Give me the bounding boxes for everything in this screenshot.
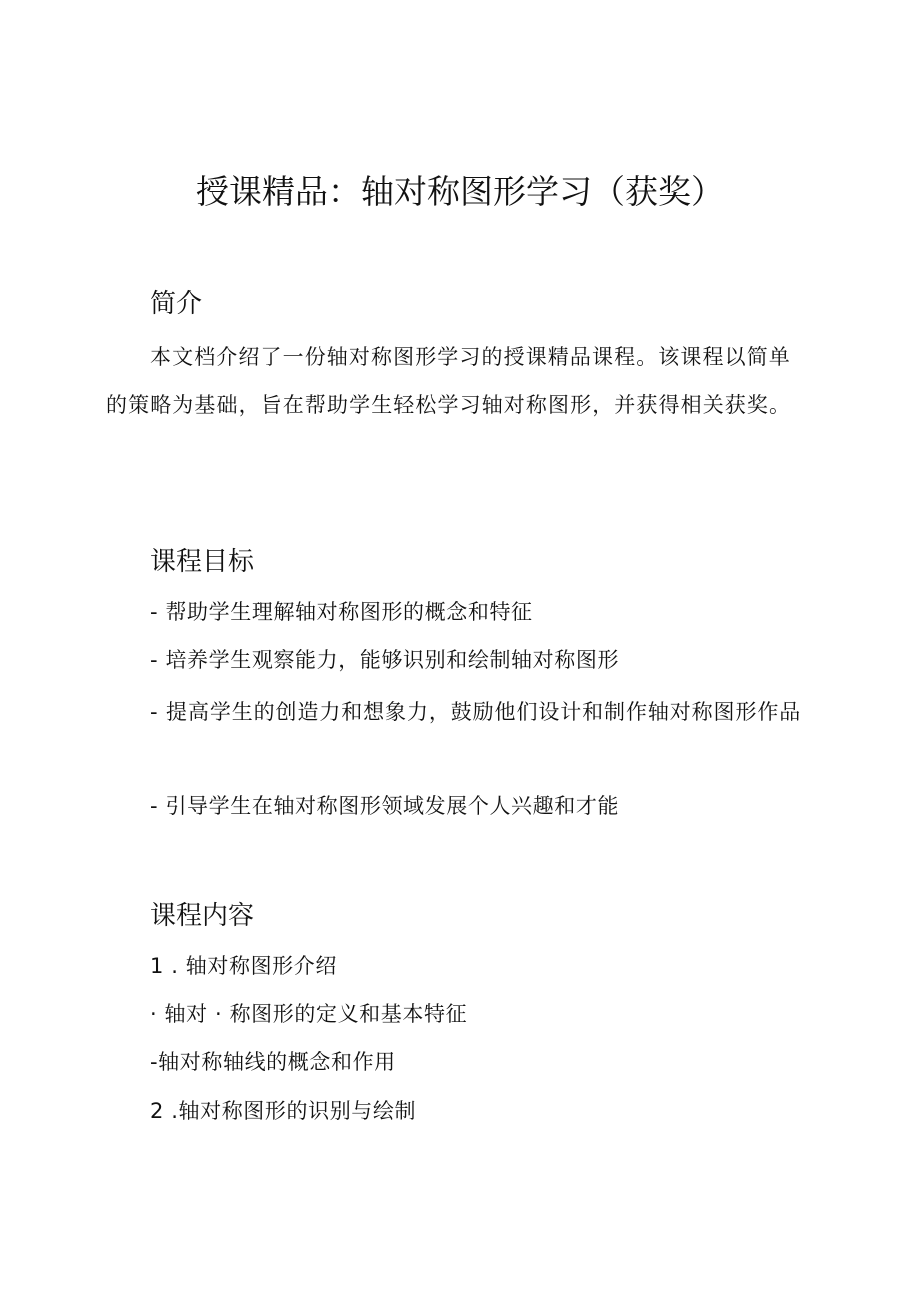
section-heading-content: 课程内容 [150,901,255,931]
content-item: · 轴对 · 称图形的定义和基本特征 [150,1002,468,1026]
content-item: 1 . 轴对称图形介绍 [150,954,337,978]
content-item: 2 .轴对称图形的识别与绘制 [150,1099,417,1123]
goal-item: - 引导学生在轴对称图形领域发展个人兴趣和才能 [150,794,620,818]
goal-item: - 帮助学生理解轴对称图形的概念和特征 [150,600,533,624]
goal-item: - 培养学生观察能力，能够识别和绘制轴对称图形 [150,648,620,672]
section-heading-intro: 简介 [150,289,203,319]
section-heading-goals: 课程目标 [150,547,255,577]
document-title: 授课精品：轴对称图形学习（获奖） [196,172,724,211]
content-item: -轴对称轴线的概念和作用 [150,1050,396,1074]
intro-paragraph: 本文档介绍了一份轴对称图形学习的授课精品课程。该课程以简单的策略为基础，旨在帮助学生轻松学习轴对称图形，并获得相关获奖。 [106,345,792,417]
goal-item: - 提高学生的创造力和想象力，鼓励他们设计和制作轴对称图形作品 [150,700,802,724]
